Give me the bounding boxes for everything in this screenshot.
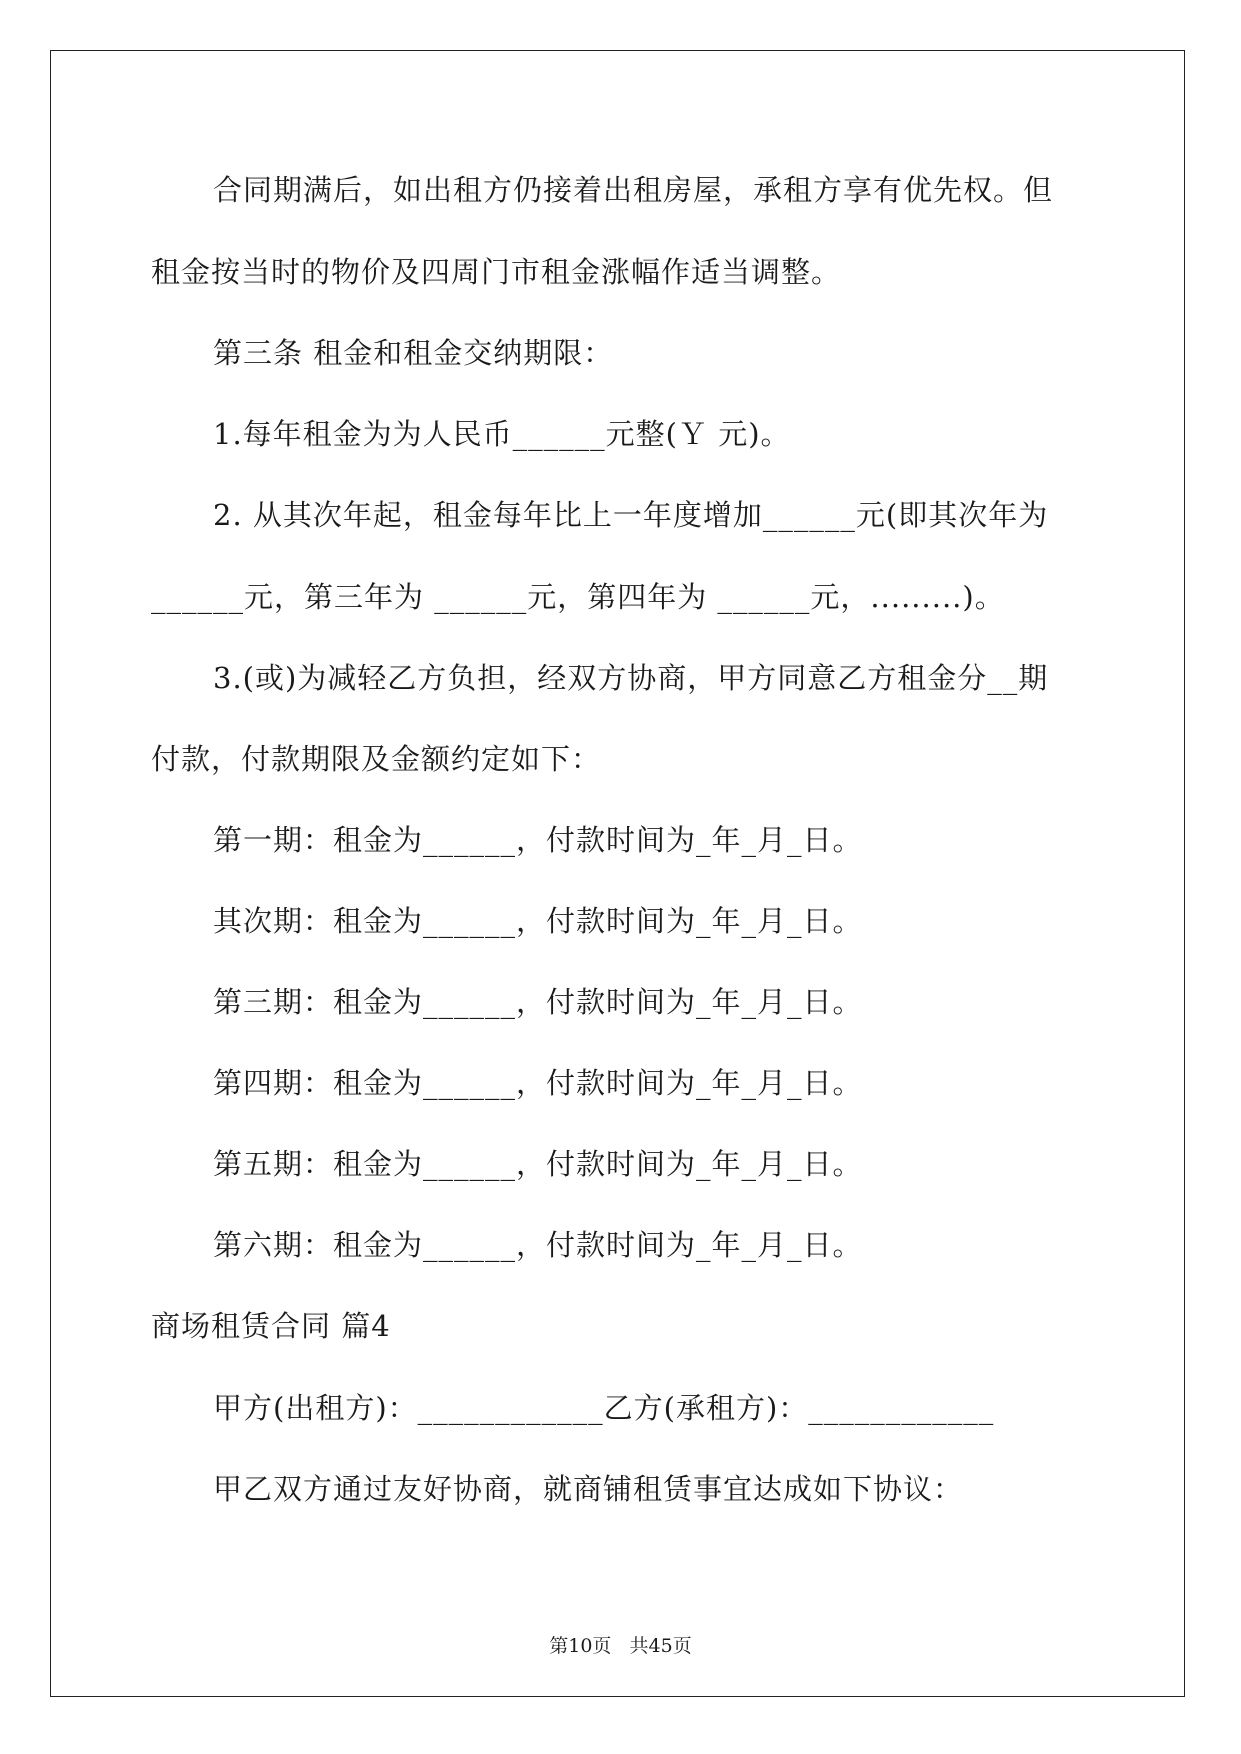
page-number: 第10页 共45页	[549, 1635, 692, 1657]
section-heading: 第三条 租金和租金交纳期限：	[213, 336, 614, 370]
article-title: 商场租赁合同 篇4	[151, 1309, 391, 1343]
payment-line: 第五期：租金为______，付款时间为_年_月_日。	[213, 1147, 863, 1181]
parties-line: 甲方(出租方)：____________乙方(承租方)：____________	[213, 1391, 995, 1425]
page-border	[50, 50, 1185, 1697]
paragraph-line: ______元，第三年为 ______元，第四年为 ______元，.........)。	[151, 580, 1005, 614]
paragraph-line: 租金按当时的物价及四周门市租金涨幅作适当调整。	[151, 255, 842, 289]
payment-line: 第四期：租金为______，付款时间为_年_月_日。	[213, 1066, 863, 1100]
payment-line: 第三期：租金为______，付款时间为_年_月_日。	[213, 985, 863, 1019]
paragraph-line: 3.(或)为减轻乙方负担，经双方协商，甲方同意乙方租金分__期	[213, 661, 1049, 695]
payment-line: 第六期：租金为______，付款时间为_年_月_日。	[213, 1228, 863, 1262]
paragraph-line: 甲乙双方通过友好协商，就商铺租赁事宜达成如下协议：	[213, 1472, 964, 1506]
paragraph-line: 1.每年租金为为人民币______元整(Ｙ 元)。	[213, 417, 791, 451]
paragraph-line: 付款，付款期限及金额约定如下：	[151, 742, 602, 776]
payment-line: 其次期：租金为______，付款时间为_年_月_日。	[213, 904, 863, 938]
payment-line: 第一期：租金为______，付款时间为_年_月_日。	[213, 823, 863, 857]
paragraph-line: 合同期满后，如出租方仍接着出租房屋，承租方享有优先权。但	[213, 173, 1054, 207]
paragraph-line: 2. 从其次年起，租金每年比上一年度增加______元(即其次年为	[213, 498, 1049, 532]
